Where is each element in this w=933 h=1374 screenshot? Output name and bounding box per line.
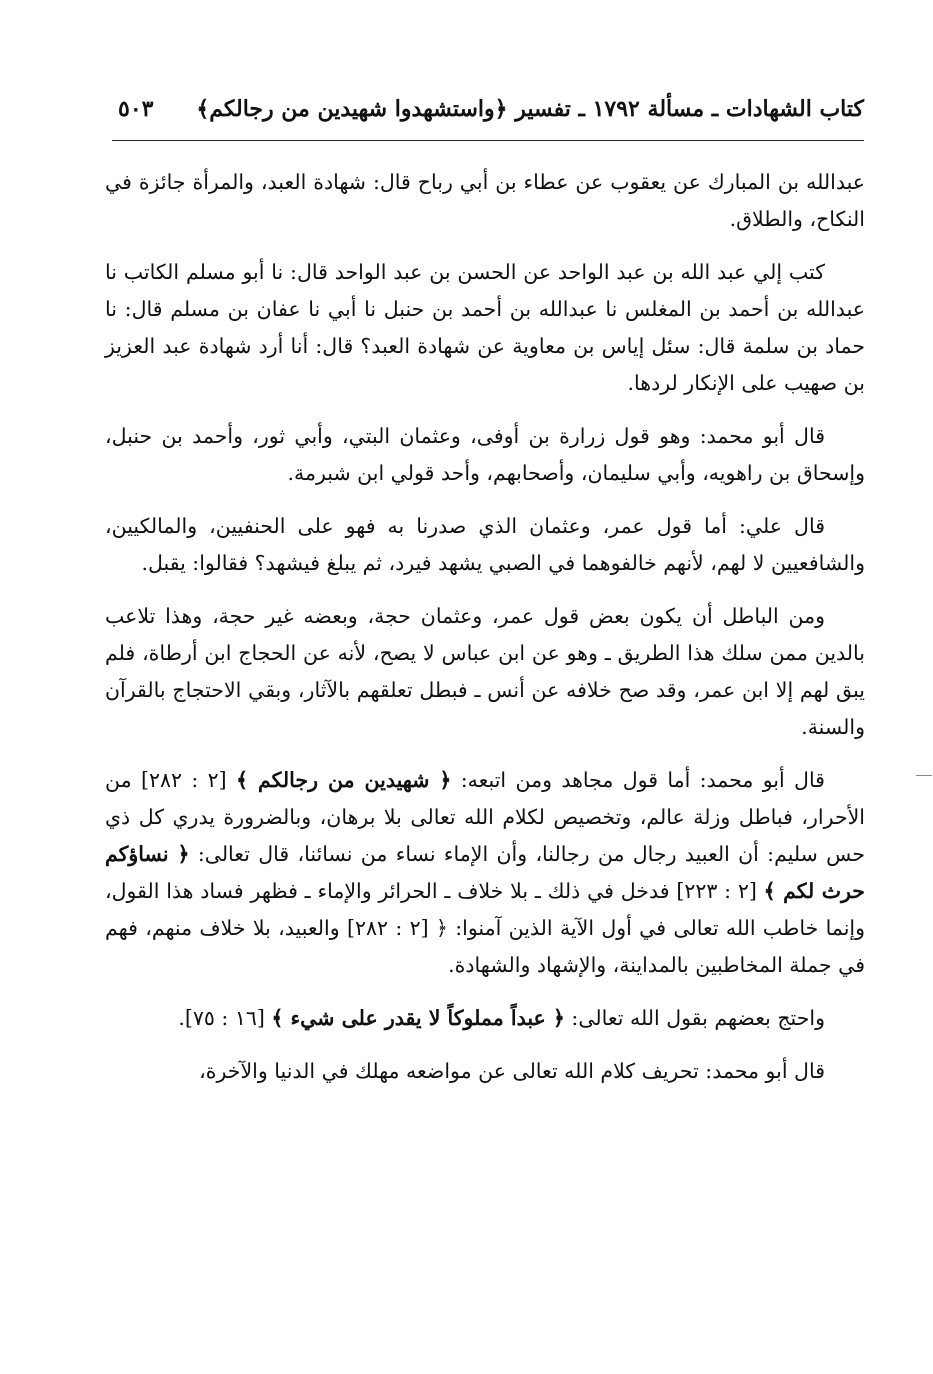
page-header — [112, 90, 864, 134]
paragraph-6 — [105, 762, 865, 984]
text-segment: قال أبو محمد: أما قول مجاهد ومن اتبعه: — [451, 768, 825, 792]
page-number: ٥٠٣ — [118, 96, 154, 122]
text-segment: كتب إلي عبد الله بن عبد الواحد عن الحسن بن عبد الواحد قال: نا أبو مسلم الكاتب نا عبدالله بن أحمد بن المغلس نا عبدالله بن أحمد بن حنبل نا أبي نا عفان بن مسلم قال: نا حماد بن سلمة قال: سئل إياس بن معاوية عن شهادة العبد؟ قال: أنا أرد شهادة عبد العزيز بن صهيب على الإنكار لردها. — [105, 260, 865, 395]
text-segment: ومن الباطل أن يكون بعض قول عمر، وعثمان حجة، وبعضه غير حجة، وهذا تلاعب بالدين ممن سلك هذا الطريق ـ وهو عن ابن عباس لا يصح، لأنه عن الحجاج ابن أرطاة، فلم يبق لهم إلا ابن عمر، وقد صح خلافه عن أنس ـ فبطل تعلقهم بالآثار، وبقي الاحتجاج بالقرآن والسنة. — [105, 604, 865, 739]
paragraph-1 — [105, 164, 865, 238]
text-segment: [٢ : ٢٨٢] من الأحرار، فباطل وزلة عالم، وتخصيص لكلام الله تعالى بلا برهان، وبالضرورة يدري كل ذي حس سليم: أن العبيد رجال من رجالنا، وأن الإماء نساء من نسائنا، قال تعالى: — [105, 768, 865, 866]
paragraph-7 — [105, 1000, 865, 1037]
text-segment: واحتج بعضهم بقول الله تعالى: — [564, 1006, 825, 1030]
scan-edge-mark — [916, 775, 932, 776]
text-segment: قال علي: أما قول عمر، وعثمان الذي صدرنا به فهو على الحنفيين، والمالكيين، والشافعيين لا لهم، لأنهم خالفوهما في الصبي يشهد فيرد، ثم يبلغ فيشهد؟ فقالوا: يقبل. — [105, 514, 865, 575]
text-segment: قال أبو محمد: وهو قول زرارة بن أوفى، وعثمان البتي، وأبي ثور، وأحمد بن حنبل، وإسحاق بن راهويه، وأبي سليمان، وأصحابهم، وأحد قولي ابن شبرمة. — [105, 424, 865, 485]
paragraph-3 — [105, 418, 865, 492]
paragraph-8 — [105, 1053, 865, 1090]
text-segment: [٢ : ٢٢٣] فدخل في ذلك ـ بلا خلاف ـ الحرائر والإماء ـ فظهر فساد هذا القول، وإنما خاطب الله تعالى في أول الآية الذين آمنوا: ﴿ [٢ : ٢٨٢] والعبيد، بلا خلاف منهم، فهم في جملة المخاطبين بالمداينة، والإشهاد والشهادة. — [105, 879, 865, 977]
body-text — [105, 164, 865, 1106]
header-rule — [112, 140, 864, 141]
text-segment: قال أبو محمد: تحريف كلام الله تعالى عن مواضعه مهلك في الدنيا والآخرة، — [199, 1059, 825, 1083]
text-segment: [١٦ : ٧٥]. — [178, 1006, 272, 1030]
quran-quote: ﴿ نساؤكم حرث لكم ﴾ — [105, 842, 865, 903]
running-title: كتاب الشهادات ـ مسألة ١٧٩٢ ـ تفسير ﴿واستشهدوا شهيدين من رجالكم﴾ — [196, 96, 864, 122]
quran-quote: ﴿ شهيدين من رجالكم ﴾ — [235, 768, 452, 792]
paragraph-2 — [105, 254, 865, 402]
paragraph-5 — [105, 598, 865, 746]
quran-quote: ﴿ عبداً مملوكاً لا يقدر على شيء ﴾ — [271, 1006, 565, 1030]
text-segment: عبدالله بن المبارك عن يعقوب عن عطاء بن أبي رباح قال: شهادة العبد، والمرأة جائزة في النكاح، والطلاق. — [105, 170, 865, 231]
paragraph-4 — [105, 508, 865, 582]
